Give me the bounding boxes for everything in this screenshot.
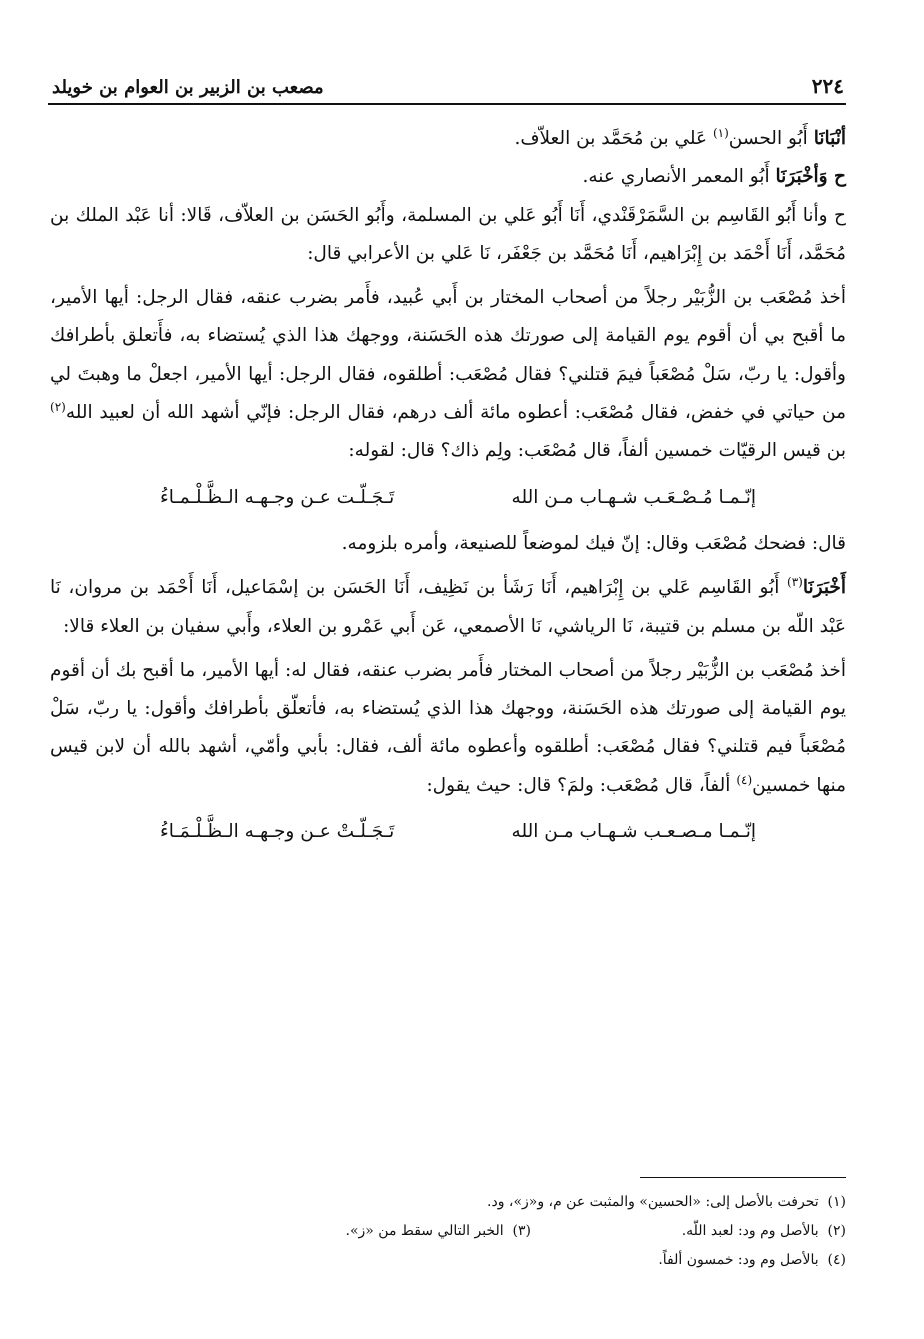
verse-1-second-hemistich: تَـجَـلّـت عـن وجـهـه الـظَّـلْـمـاءُ [160,486,395,508]
footnotes [50,1188,846,1275]
paragraph-7-text-b: ألفاً، قال مُصْعَب: ولمَ؟ قال: حيث يقول: [426,774,737,796]
footnote-separator [640,1177,846,1178]
verse-2-first-hemistich: إنّـمـا مـصـعـب شـهـاب مـن الله [511,821,756,843]
footnote-text: بالأصل وم ود: لعبد اللّه. [681,1223,819,1239]
footnote-number: (٣) [512,1223,531,1239]
footnote-text: تحرفت بالأصل إلى: «الحسين» والمثبت عن م، و«ز»، ود. [487,1194,819,1210]
footnote-number: (١) [827,1194,846,1210]
paragraph-7-text-a: أخذ مُصْعَب بن الزُّبَيْر رجلاً من أصحاب المختار فأَمر بضرب عنقه، فقال له: أيها الأمير، ما أقبح بك أن أقوم يوم القيامة إلى صورتك هذه الحَسَنة، ووجهك هذا الذي يُستضاء به، فأتعلّق بأطرافك وأقول: يا ربّ، سَلْ مُصْعَباً فيم قتلني؟ فقال مُصْعَب: أطلقوه وأعطوه مائة ألف، فقال: بأبي وأمّي، أشهد بالله أن لابن قيس منها خمسين [50,659,846,796]
footnote-text: الخبر التالي سقط من «ز». [345,1223,504,1239]
paragraph-6-text: أَبُو القَاسِم عَلي بن إِبْرَاهيم، أَنَا رَشَأ بن نَظِيف، أَنَا الحَسَن بن إسْمَاعيل، أَنَا أَحْمَد بن مروان، نَا عَبْد اللّه بن مسلم بن قتيبة، نَا الرياشي، نَا الأصمعي، عَن أَبي عَمْرو بن العلاء، وأَبي سفيان بن العلاء قالا: [50,577,846,637]
verse-1-first-hemistich: إنّـمـا مُـصْـعَـب شـهـاب مـن الله [511,486,756,508]
footnote-ref-4[interactable]: (٤) [736,772,753,787]
chain-keyword: وَأخْبَرَنَا [775,166,828,188]
paragraph-4-text-a: أخذ مُصْعَب بن الزُّبَيْر رجلاً من أصحاب المختار بن أَبي عُبيد، فأَمر بضرب عنقه، فقال الرجل: أيها الأمير، ما أقبح بي أن أقوم يوم القيامة إلى صورتك هذه الحَسَنة، ووجهك هذا الذي يُستضاء به، فأَتعلق بأطرافك وأقول: يا ربّ، سَلْ مُصْعَباً فيمَ قتلني؟ فقال مُصْعَب: أطلقوه، فقال الرجل: أيها الأمير، اجعلْ ما وهبتَ لي من حياتي في خفض، فقال مُصْعَب: أعطوه مائة ألف درهم، فقال الرجل: فإنّي أشهد الله أن لعبيد الله [50,287,846,424]
footnote-4 [658,1246,846,1275]
paragraph-2-text: أَبُو المعمر الأنصاري عنه. [582,166,776,188]
header-rule [48,103,846,105]
footnote-number: (٤) [827,1252,846,1268]
footnote-2 [531,1217,846,1246]
chain-keyword: أَخْبَرَنَا [802,577,846,599]
chain-keyword: أنْبَانَا [813,128,846,149]
page-number: ٢٢٤ [811,74,844,98]
page-header [52,58,844,98]
paragraph-1-text-a: أَبُو الحسن [728,128,814,149]
footnote-row-3 [50,1246,846,1275]
verse-1 [50,479,846,517]
running-title: مصعب بن الزبير بن العوام بن خويلد [52,77,324,98]
main-text [50,120,846,859]
paragraph-2 [50,158,846,196]
paragraph-1-text-b: عَلي بن مُحَمَّد بن العلاّف. [514,128,713,149]
ha-marker: ح [827,166,846,188]
paragraph-5: قال: فضحك مُصْعَب وقال: إنّ فيك لموضعاً للصنيعة، وأمره بلزومه. [341,532,846,554]
paragraph-4 [50,279,846,470]
footnote-ref-2[interactable]: (٢) [50,399,66,414]
paragraph-6 [50,569,846,646]
paragraph-1 [50,120,846,158]
footnote-row-2 [50,1217,846,1246]
verse-2 [50,813,846,851]
verse-2-second-hemistich: تَـجَـلّـتْ عـن وجـهـه الـظَّـلْـمَـاءُ [160,821,395,843]
footnote-ref-1[interactable]: (١) [712,125,729,140]
paragraph-3: ح وأنا أَبُو القَاسِم بن السَّمَرْقَنْدي، أَنَا أَبُو عَلي بن المسلمة، وأَبُو الحَسَن بن العلاّف، قَالا: أنا عَبْد الملك بن مُحَمَّد، أَنَا أَحْمَد بن إِبْرَاهيم، أَنَا مُحَمَّد بن جَعْفَر، نَا عَلي بن الأعرابي قال: [50,204,846,264]
footnote-1 [487,1188,846,1217]
paragraph-7 [50,652,846,805]
footnote-number: (٢) [827,1223,846,1239]
footnote-3 [346,1217,532,1246]
footnote-row-1 [50,1188,846,1217]
footnote-text: بالأصل وم ود: خمسون ألفاً. [658,1252,819,1268]
paragraph-4-text-b: بن قيس الرقيّات خمسين ألفاً، قال مُصْعَب: ولِم ذاك؟ قال: لقوله: [348,440,846,462]
footnote-ref-3[interactable]: (٣) [787,575,803,590]
